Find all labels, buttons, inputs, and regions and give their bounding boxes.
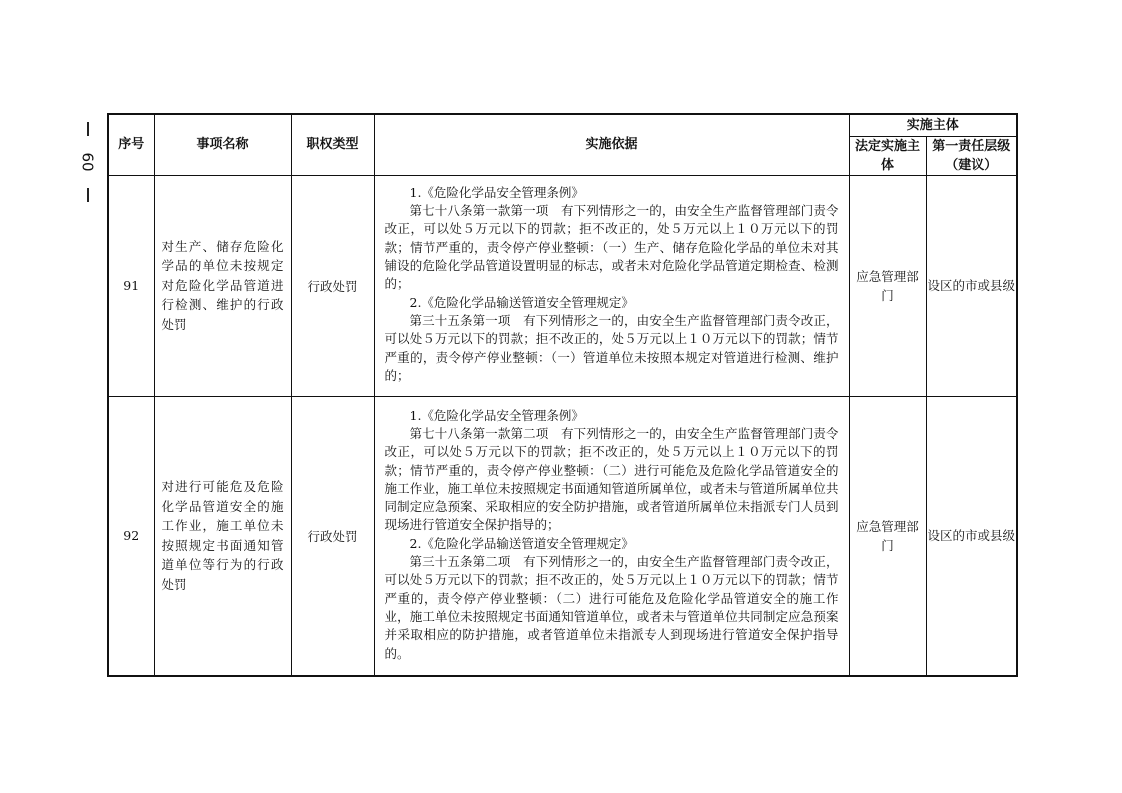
page-number-text: 60 [79,152,97,172]
basis-paragraph: 第七十八条第一款第一项 有下列情形之一的，由安全生产监督管理部门责令改正，可以处５万元以下的罚款；拒不改正的，处５万元以上１０万元以下的罚款；情节严重的，责令停产停业整顿：（一）生产、储存危险化学品的单位未对其铺设的危险化学品管道设置明显的标志，或者未对危险化学品管道定期检查、检测的； [384,203,839,292]
row-power-type: 行政处罚 [291,175,374,396]
row-legal-subject: 应急管理部门 [849,396,926,676]
row-item-name: 对进行可能危及危险化学品管道安全的施工作业，施工单位未按照规定书面通知管道单位等行为的行政处罚 [154,396,291,676]
row-basis [374,175,849,396]
header-subject: 实施主体 [849,114,1017,136]
table-row [108,396,1017,676]
header-legal-subject: 法定实施主体 [849,136,926,175]
basis-paragraph: 1.《危险化学品安全管理条例》 [409,184,584,200]
basis-paragraph: 第三十五条第二项 有下列情形之一的，由安全生产监督管理部门责令改正，可以处５万元以下的罚款；拒不改正的，处５万元以上１０万元以下的罚款；情节严重的，责令停产停业整顿：（二）进行可能危及危险化学品管道安全的施工作业，施工单位未按照规定书面通知管道单位，或者未与管道单位共同制定应急预案并采取相应的防护措施，或者管道单位未指派专人到现场进行管道安全保护指导的。 [384,554,839,661]
basis-paragraph: 第三十五条第一项 有下列情形之一的，由安全生产监督管理部门责令改正，可以处５万元以下的罚款；拒不改正的，处５万元以上１０万元以下的罚款；情节严重的，责令停产停业整顿：（一）管道单位未按照本规定对管道进行检测、维护的； [384,312,839,383]
row-seq: 91 [108,175,154,396]
header-power-type: 职权类型 [291,114,374,175]
row-item-name: 对生产、储存危险化学品的单位未按规定对危险化学品管道进行检测、维护的行政处罚 [154,175,291,396]
basis-paragraph: 2.《危险化学品输送管道安全管理规定》 [409,535,634,551]
basis-paragraph: 2.《危险化学品输送管道安全管理规定》 [409,294,634,310]
table-row [108,175,1017,396]
row-first-level: 设区的市或县级 [926,175,1017,396]
basis-paragraph: 第七十八条第一款第二项 有下列情形之一的，由安全生产监督管理部门责令改正，可以处５万元以下的罚款；拒不改正的，处５万元以上１０万元以下的罚款；情节严重的，责令停产停业整顿：（二）进行可能危及危险化学品管道安全的施工作业，施工单位未按照规定书面通知管道所属单位，或者未与管道所属单位共同制定应急预案、采取相应的安全防护措施，或者管道所属单位未指派专门人员到现场进行管道安全保护指导的； [384,425,839,533]
basis-paragraph: 1.《危险化学品安全管理条例》 [409,407,584,423]
row-legal-subject: 应急管理部门 [849,175,926,396]
page-number [74,122,102,202]
row-power-type: 行政处罚 [291,396,374,676]
header-item-name: 事项名称 [154,114,291,175]
header-first-level: 第一责任层级（建议） [926,136,1017,175]
row-seq: 92 [108,396,154,676]
header-basis: 实施依据 [374,114,849,175]
header-seq: 序号 [108,114,154,175]
row-basis [374,396,849,676]
page-number-dash-bottom [87,188,89,202]
page-number-dash-top [87,122,89,136]
enforcement-items-table [107,113,1018,677]
row-first-level: 设区的市或县级 [926,396,1017,676]
